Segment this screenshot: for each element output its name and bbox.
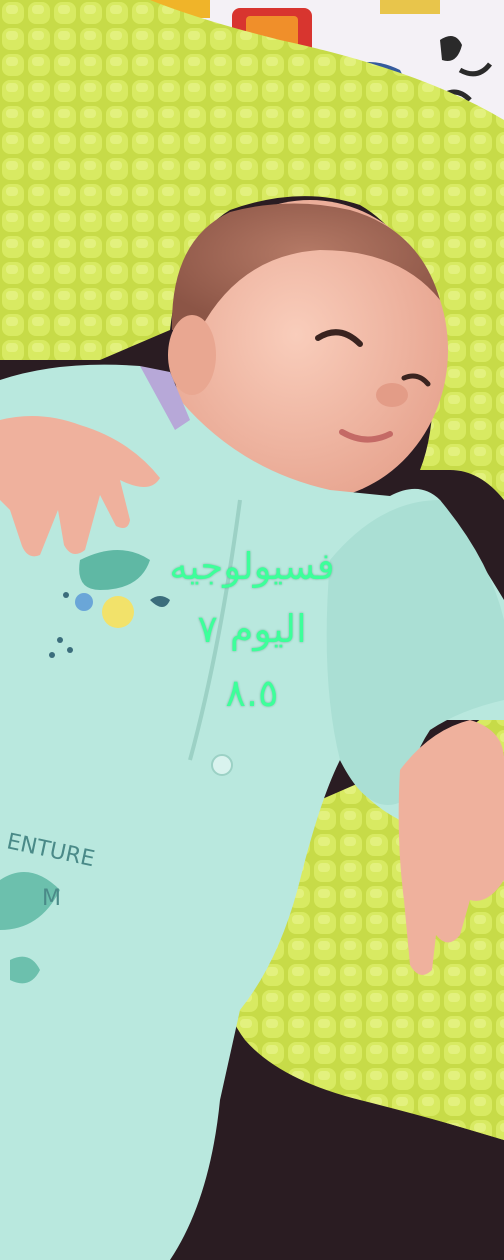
baby-ear [168, 315, 216, 395]
onesie-print-word: ENTURE [4, 829, 97, 873]
onesie-print-letter: M [42, 886, 61, 911]
caption-line-2: اليوم ٧ [197, 607, 307, 651]
caption-line-3: ٨.٥ [225, 671, 279, 715]
caption-line-1: فسيولوجيه [169, 545, 335, 588]
onesie-snap [212, 755, 232, 775]
baby-nose [376, 383, 408, 407]
